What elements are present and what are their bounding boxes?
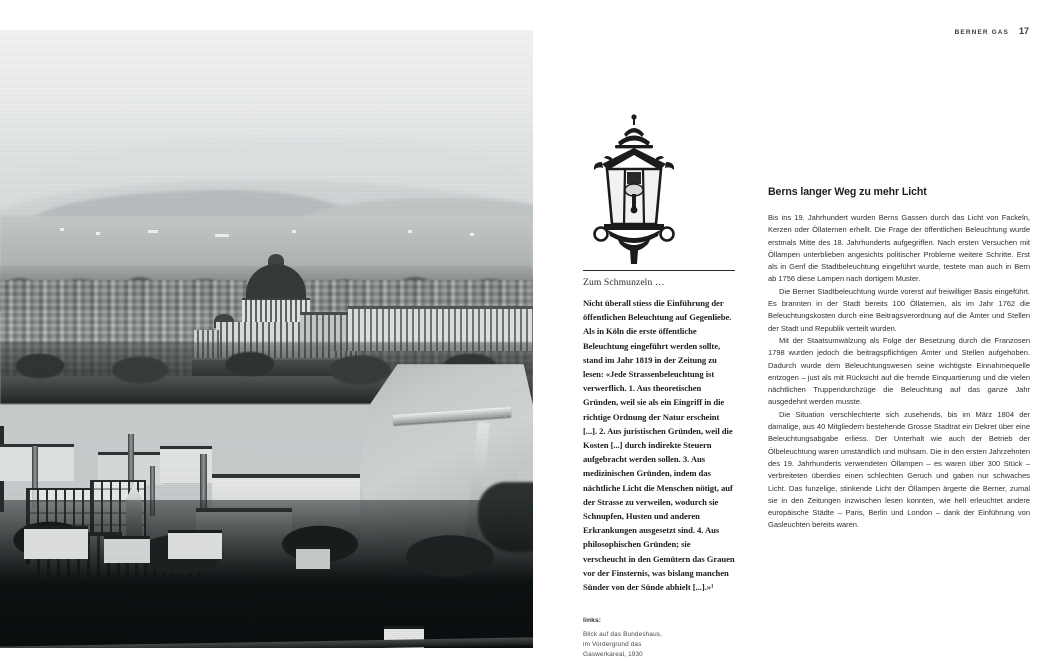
photo-distant-building bbox=[215, 234, 229, 237]
photo-foreground-house bbox=[24, 526, 88, 559]
running-head bbox=[955, 26, 1029, 36]
page-number: 17 bbox=[1018, 26, 1029, 36]
photo-distant-building bbox=[292, 230, 296, 233]
article-paragraph: Bis ins 19. Jahrhundert wurden Berns Gassen durch das Licht von Fackeln, Kerzen oder Öllaternen erhellt. Die Frage der öffentlichen Beleuchtung wurde erstmals Mitte des 18. Jahrhunderts aufgegriffen. Nach ersten Versuchen mit Öllampen unterblieben angesichts politischer Probleme weitere Schritte. Erst als in Genf die Stadtbeleuchtung eingeführt wurde, testete man auch in Bern ab 1756 diese Lampen nach dortigem Muster. bbox=[768, 213, 1030, 284]
sidebar-title: Zum Schmunzeln … bbox=[583, 277, 665, 288]
photo-distant-building bbox=[148, 230, 158, 233]
article-paragraph: Die Situation verschlechterte sich zusehends, bis im März 1804 der damalige, aus 40 Mitgliedern bestehende Grosse Stadtrat ein Dekret über eine Beleuchtungsabgabe erliess. Der Unterhalt wie auch der Betrieb der Ölbeleuchtung waren umständlich und mühsam. Die in den ersten Jahrzehnten des 19. Jahrhunderts verwendeten Öllampen – es waren über 300 Stück – verbreiteten überdies einen schlechten Geruch und gaben nur schwaches Licht. Das funzelige, stinkende Licht der Öllampen ärgerte die Berner, zumal sie in den Zeitungen inzwischen lesen konnten, wie hell erleuchtet andere europäische Städte – Paris, Berlin und London – dank der Einführung von Gasleuchten bereits waren. bbox=[768, 409, 1030, 530]
caption-line-1: Blick auf das Bundeshaus, bbox=[583, 630, 663, 638]
sidebar-column bbox=[583, 270, 735, 661]
photo-distant-building bbox=[60, 228, 64, 231]
article-column bbox=[768, 186, 1030, 532]
article-paragraph: Die Berner Stadtbeleuchtung wurde vorerst auf freiwilliger Basis eingeführt. Es brannten in der Stadt bereits 100 Öllaternen, als im Jahr 1762 die Beleuchtungskosten durch eine Beitragsverordnung auf die Ämter und Stellen der Stadt und Republik verteilt wurden. bbox=[768, 286, 1030, 333]
photo-foreground-house bbox=[296, 546, 330, 569]
photo-distant-building bbox=[96, 232, 100, 235]
running-head-title: BERNER GAS bbox=[954, 29, 1009, 36]
photo-caption bbox=[583, 616, 735, 661]
photo-bundeshaus-gaswerk bbox=[0, 30, 533, 648]
photo-foreground-house bbox=[168, 530, 222, 559]
photo-bundeshaus-dome bbox=[246, 264, 306, 302]
article-title: Berns langer Weg zu mehr Licht bbox=[768, 186, 927, 198]
gas-lantern-icon bbox=[588, 112, 680, 264]
caption-line-2: im Vordergrund das bbox=[583, 641, 642, 649]
article-paragraph: Mit der Staatsumwälzung als Folge der Besetzung durch die Franzosen 1798 wurden jedoch die beitragspflichtigen Ämter und Stellen aufgehoben. Dadurch wurde dem Beleuchtungswesen seine wichtigste Einnahmequelle entzogen – just als mit Rücksicht auf die fremde Einquartierung und die vielen nächtlichen Truppendurchzüge die Beleuchtung auf das ganze Jahr ausgedehnt werden musste. bbox=[768, 335, 1030, 407]
photo-distant-building bbox=[470, 233, 474, 236]
text-page bbox=[533, 0, 1056, 659]
caption-line-3: Gaswerkareal, 1930 bbox=[583, 651, 643, 659]
sidebar-divider bbox=[583, 270, 735, 271]
photo-distant-building bbox=[408, 230, 412, 233]
photo-foreground-house bbox=[104, 536, 150, 563]
sidebar-body-text: Nicht überall stiess die Einführung der öffentlichen Beleuchtung auf Gegenliebe. Als in Köln die erste öffentliche Beleuchtung eingeführt werden sollte, stand im Jahr 1819 in der Zeitung zu lesen: «Jede Strassenbeleuchtung ist verwerflich. 1. Aus theoretischen Gründen, weil sie als ein Eingriff in die richtige Ordnung der Natur erscheint [...]. 2. Aus juristischen Gründen, weil die Kosten [...] durch indirekte Steuern aufgebracht werden sollen. 3. Aus medizinischen Gründen, indem das nächtliche Licht die Menschen nötigt, auf der Strasse zu verweilen, wodurch sie Schnupfen, Husten und anderen Erkrankungen ausgesetzt sind. 4. Aus philosophischen Gründen; sie verscheucht in den Gemütern das Grauen vor der Finsternis, was bislang manchen Sünder von der Sünde abhielt [...].»¹ bbox=[583, 298, 735, 593]
caption-label: links: bbox=[583, 617, 602, 625]
photo-foreground-shadow bbox=[0, 500, 533, 648]
